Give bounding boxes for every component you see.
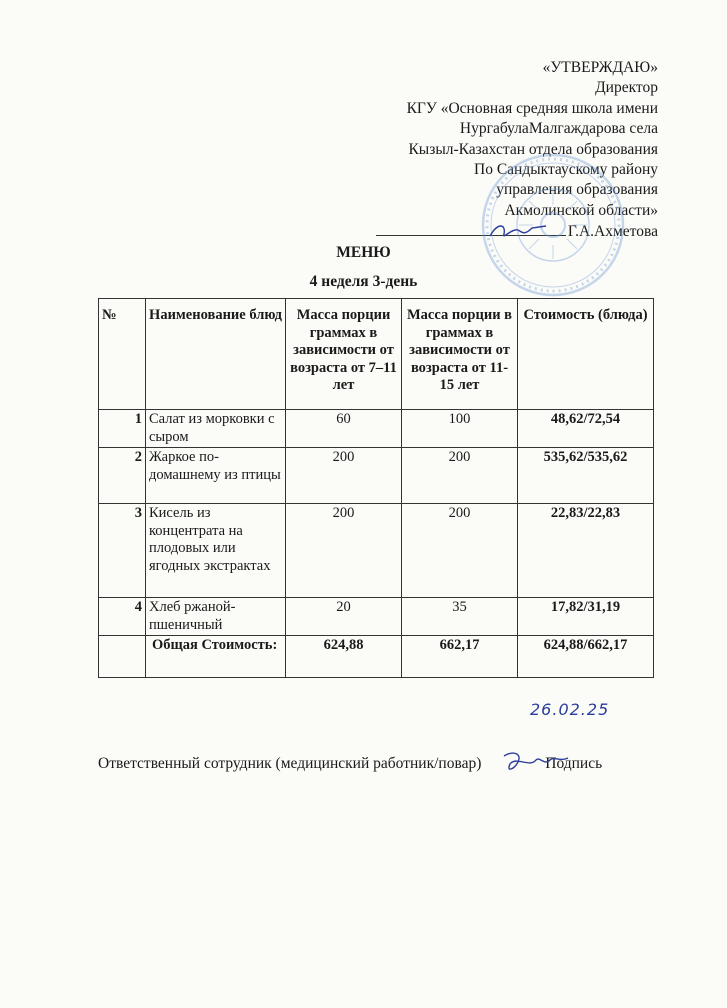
approval-line: По Сандыктаускому району	[474, 161, 658, 179]
column-header-name: Наименование блюд	[146, 299, 286, 410]
mass-11-15: 200	[402, 504, 518, 598]
total-mass-11-15: 662,17	[402, 636, 518, 678]
mass-7-11: 20	[286, 598, 402, 636]
total-label: Общая Стоимость:	[146, 636, 286, 678]
dish-cost: 535,62/535,62	[518, 448, 654, 504]
row-number: 2	[99, 448, 146, 504]
approval-line: Директор	[595, 79, 658, 97]
handwritten-date: 26.02.25	[530, 700, 610, 719]
mass-11-15: 200	[402, 448, 518, 504]
approval-line: НургабулаМалгаждарова села	[459, 120, 658, 138]
row-number: 3	[99, 504, 146, 598]
table-row	[99, 598, 654, 636]
row-number: 4	[99, 598, 146, 636]
table-header-row	[99, 299, 654, 410]
responsible-label: Ответственный сотрудник (медицинский работник/повар)	[98, 755, 482, 772]
approval-line: Кызыл-Казахстан отдела образования	[408, 140, 658, 158]
mass-7-11: 200	[286, 448, 402, 504]
approval-line: КГУ «Основная средняя школа имени	[406, 99, 658, 117]
total-cost: 624,88/662,17	[518, 636, 654, 678]
approval-signer: Г.А.Ахметова	[567, 223, 658, 241]
dish-name: Хлеб ржаной-пшеничный	[146, 598, 286, 636]
responsible-signature-icon	[500, 748, 570, 776]
dish-name: Салат из морковки с сыром	[146, 410, 286, 448]
dish-cost: 17,82/31,19	[518, 598, 654, 636]
mass-7-11: 60	[286, 410, 402, 448]
total-mass-7-11: 624,88	[286, 636, 402, 678]
column-header-mass-7-11: Масса порции граммах в зависимости от возраста от 7–11 лет	[286, 299, 402, 410]
page-subtitle: 4 неделя 3-день	[309, 273, 418, 290]
column-header-number: №	[99, 299, 146, 410]
dish-name: Кисель из концентрата на плодовых или ягодных экстрактах	[146, 504, 286, 598]
total-empty-cell	[99, 636, 146, 678]
table-total-row	[99, 636, 654, 678]
approval-line: «УТВЕРЖДАЮ»	[542, 59, 658, 76]
dish-name: Жаркое по-домашнему из птицы	[146, 448, 286, 504]
row-number: 1	[99, 410, 146, 448]
approval-line: Акмолинской области»	[504, 201, 658, 219]
table-row	[99, 448, 654, 504]
mass-7-11: 200	[286, 504, 402, 598]
column-header-cost: Стоимость (блюда)	[518, 299, 654, 410]
approval-line: управления образования	[496, 181, 658, 199]
mass-11-15: 100	[402, 410, 518, 448]
mass-11-15: 35	[402, 598, 518, 636]
director-signature-icon	[488, 220, 548, 242]
dish-cost: 22,83/22,83	[518, 504, 654, 598]
column-header-mass-11-15: Масса порции в граммах в зависимости от возраста от 11-15 лет	[402, 299, 518, 410]
menu-table	[98, 298, 654, 678]
table-row	[99, 410, 654, 448]
dish-cost: 48,62/72,54	[518, 410, 654, 448]
table-row	[99, 504, 654, 598]
page-title: МЕНЮ	[336, 244, 391, 261]
signature-label: Подпись	[545, 755, 603, 772]
